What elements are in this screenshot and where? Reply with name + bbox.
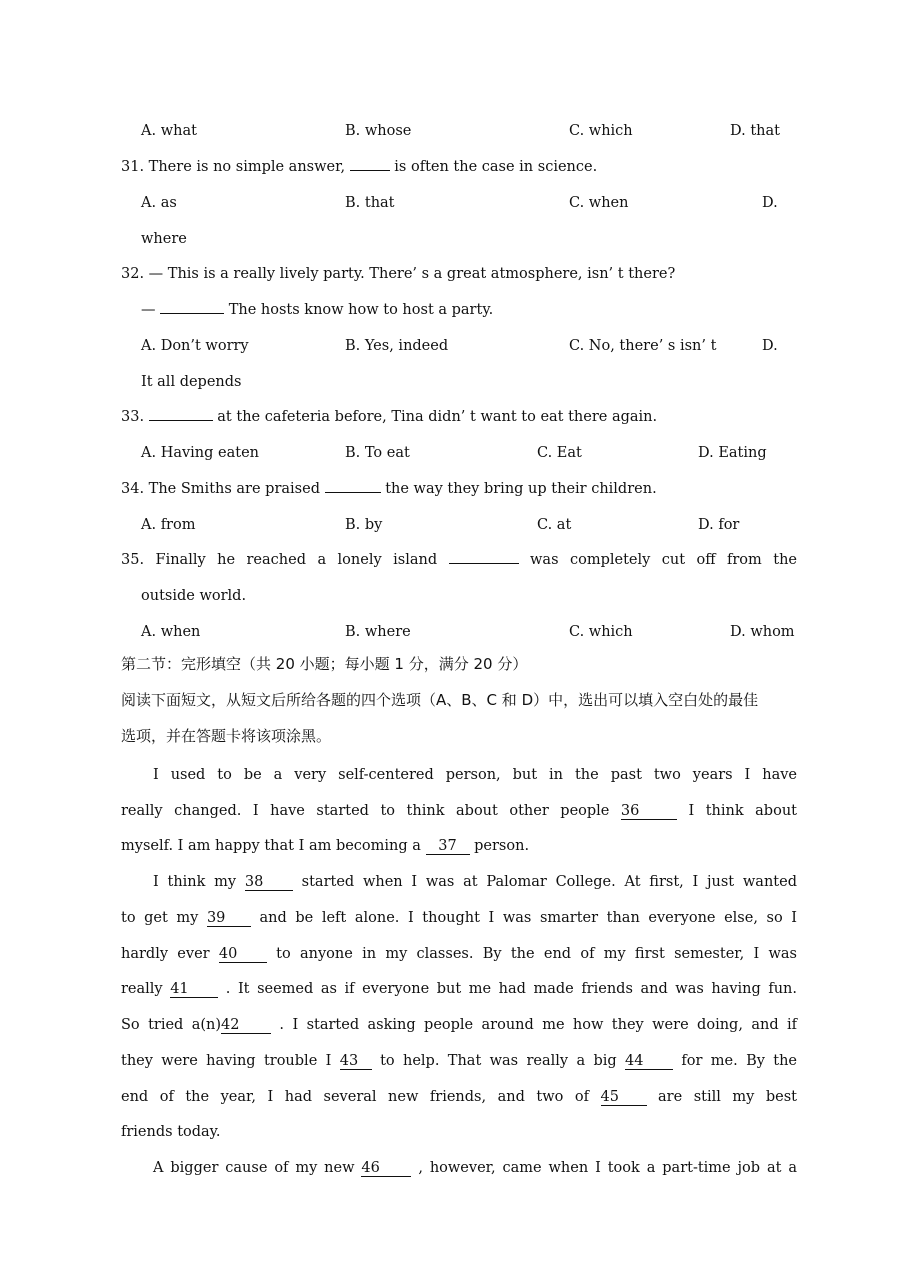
passage-text: to help. That was really a big [371,1053,626,1069]
q34-stem-start: 34. The Smiths are praised [121,481,325,497]
q30-option-a: A. what [141,123,197,139]
q35-blank [449,563,519,564]
q30-option-d: D. that [730,123,780,139]
passage-p2-line2 [121,908,797,928]
section-heading: 第二节：完形填空（共 20 小题；每小题 1 分，满分 20 分） [121,655,528,673]
q30-option-b: B. whose [345,123,412,139]
q32-line2-text: The hosts know how to host a party. [224,302,494,318]
q33-option-a: A. Having eaten [141,445,260,461]
q33-option-b: B. To eat [345,445,410,461]
blank-44: 44 [625,1053,673,1070]
passage-p1-line2 [121,801,797,821]
passage-text: to get my [121,910,207,926]
q32-option-d: D. [762,338,778,354]
q35-stem-end: was completely cut off from the [518,552,797,568]
passage-text: started when I was at Palomar College. At first, I just wanted [292,874,797,890]
passage-text: myself. I am happy that I am becoming a [121,838,426,854]
passage-text: person. [469,838,530,854]
q32-option-b: B. Yes, indeed [345,338,449,354]
blank-45: 45 [601,1089,647,1106]
q32-line1: 32. — This is a really lively party. There’ s a great atmosphere, isn’ t there? [121,266,676,282]
q34-option-d: D. for [698,517,740,533]
q31-stem [121,157,597,177]
q34-blank [325,492,381,493]
passage-p1-line1: I used to be a very self-centered person, but in the past two years I have [153,767,797,783]
q35-option-d: D. whom [730,624,795,640]
passage-text: and be left alone. I thought I was smarter than everyone else, so I [250,910,798,926]
q34-option-a: A. from [141,517,196,533]
passage-p2-line3 [121,944,797,964]
passage-p2-line4 [121,979,797,999]
passage-p2-line7 [121,1087,797,1107]
passage-text: So tried a(n) [121,1017,222,1033]
q32-option-c: C. No, there’ s isn’ t [569,338,717,354]
passage-text: really changed. I have started to think about other people [121,803,621,819]
passage-p2-line5 [121,1015,797,1035]
passage-p2-line1 [153,872,797,892]
passage-text: . It seemed as if everyone but me had made friends and was having fun. [218,981,798,997]
passage-p2-line8: friends today. [121,1124,221,1140]
q31-option-d: D. [762,195,778,211]
q31-option-b: B. that [345,195,395,211]
passage-text: really [121,981,171,997]
q31-stem-start: 31. There is no simple answer, [121,159,350,175]
q35-option-b: B. where [345,624,411,640]
passage-p1-line3 [121,836,529,856]
q33-stem [121,407,657,427]
q35-stem [121,550,797,570]
section-instructions-line1: 阅读下面短文，从短文后所给各题的四个选项（A、B、C 和 D）中，选出可以填入空白处的最佳 [121,691,759,709]
blank-38: 38 [245,874,293,891]
blank-37: 37 [426,838,470,855]
q32-line2 [141,300,493,320]
section-instructions-line2: 选项，并在答题卡将该项涂黑。 [121,727,332,745]
q32-blank [160,313,224,314]
passage-text: A bigger cause of my new [153,1160,362,1176]
blank-43: 43 [340,1053,372,1070]
blank-46: 46 [361,1160,411,1177]
q35-stem-start: 35. Finally he reached a lonely island [121,552,449,568]
q34-option-c: C. at [537,517,572,533]
passage-text: end of the year, I had several new friends, and two of [121,1089,601,1105]
passage-text: to anyone in my classes. By the end of my first semester, I was [266,946,797,962]
passage-text: they were having trouble I [121,1053,340,1069]
blank-42: 42 [221,1017,271,1034]
q31-blank [350,170,390,171]
q31-option-a: A. as [141,195,177,211]
passage-text: hardly ever [121,946,219,962]
blank-39: 39 [207,910,251,927]
q34-stem [121,479,657,499]
q32-option-a: A. Don’t worry [141,338,249,354]
q34-option-b: B. by [345,517,383,533]
q33-stem-text: at the cafeteria before, Tina didn’ t want to eat there again. [212,409,658,425]
q33-blank [149,420,213,421]
q31-stem-end: is often the case in science. [389,159,598,175]
passage-text: I think my [153,874,245,890]
q31-option-c: C. when [569,195,629,211]
passage-text: for me. By the [673,1053,798,1069]
q33-option-c: C. Eat [537,445,582,461]
q35-option-a: A. when [141,624,201,640]
blank-41: 41 [170,981,218,998]
q31-option-d-text: where [141,231,187,247]
passage-text: . I started asking people around me how they were doing, and if [271,1017,798,1033]
q32-dash: — [141,302,161,318]
passage-text: are still my best [646,1089,797,1105]
q35-stem-continued: outside world. [141,588,247,604]
blank-40: 40 [219,946,267,963]
q35-option-c: C. which [569,624,633,640]
q32-option-d-text: It all depends [141,374,242,390]
passage-text: , however, came when I took a part-time job at a [411,1160,797,1176]
q30-option-c: C. which [569,123,633,139]
q33-number: 33. [121,409,149,425]
q34-stem-end: the way they bring up their children. [380,481,657,497]
passage-p2-line6 [121,1051,797,1071]
blank-36: 36 [621,803,677,820]
q33-option-d: D. Eating [698,445,767,461]
passage-p3-line1 [153,1158,797,1178]
passage-text: I think about [676,803,797,819]
